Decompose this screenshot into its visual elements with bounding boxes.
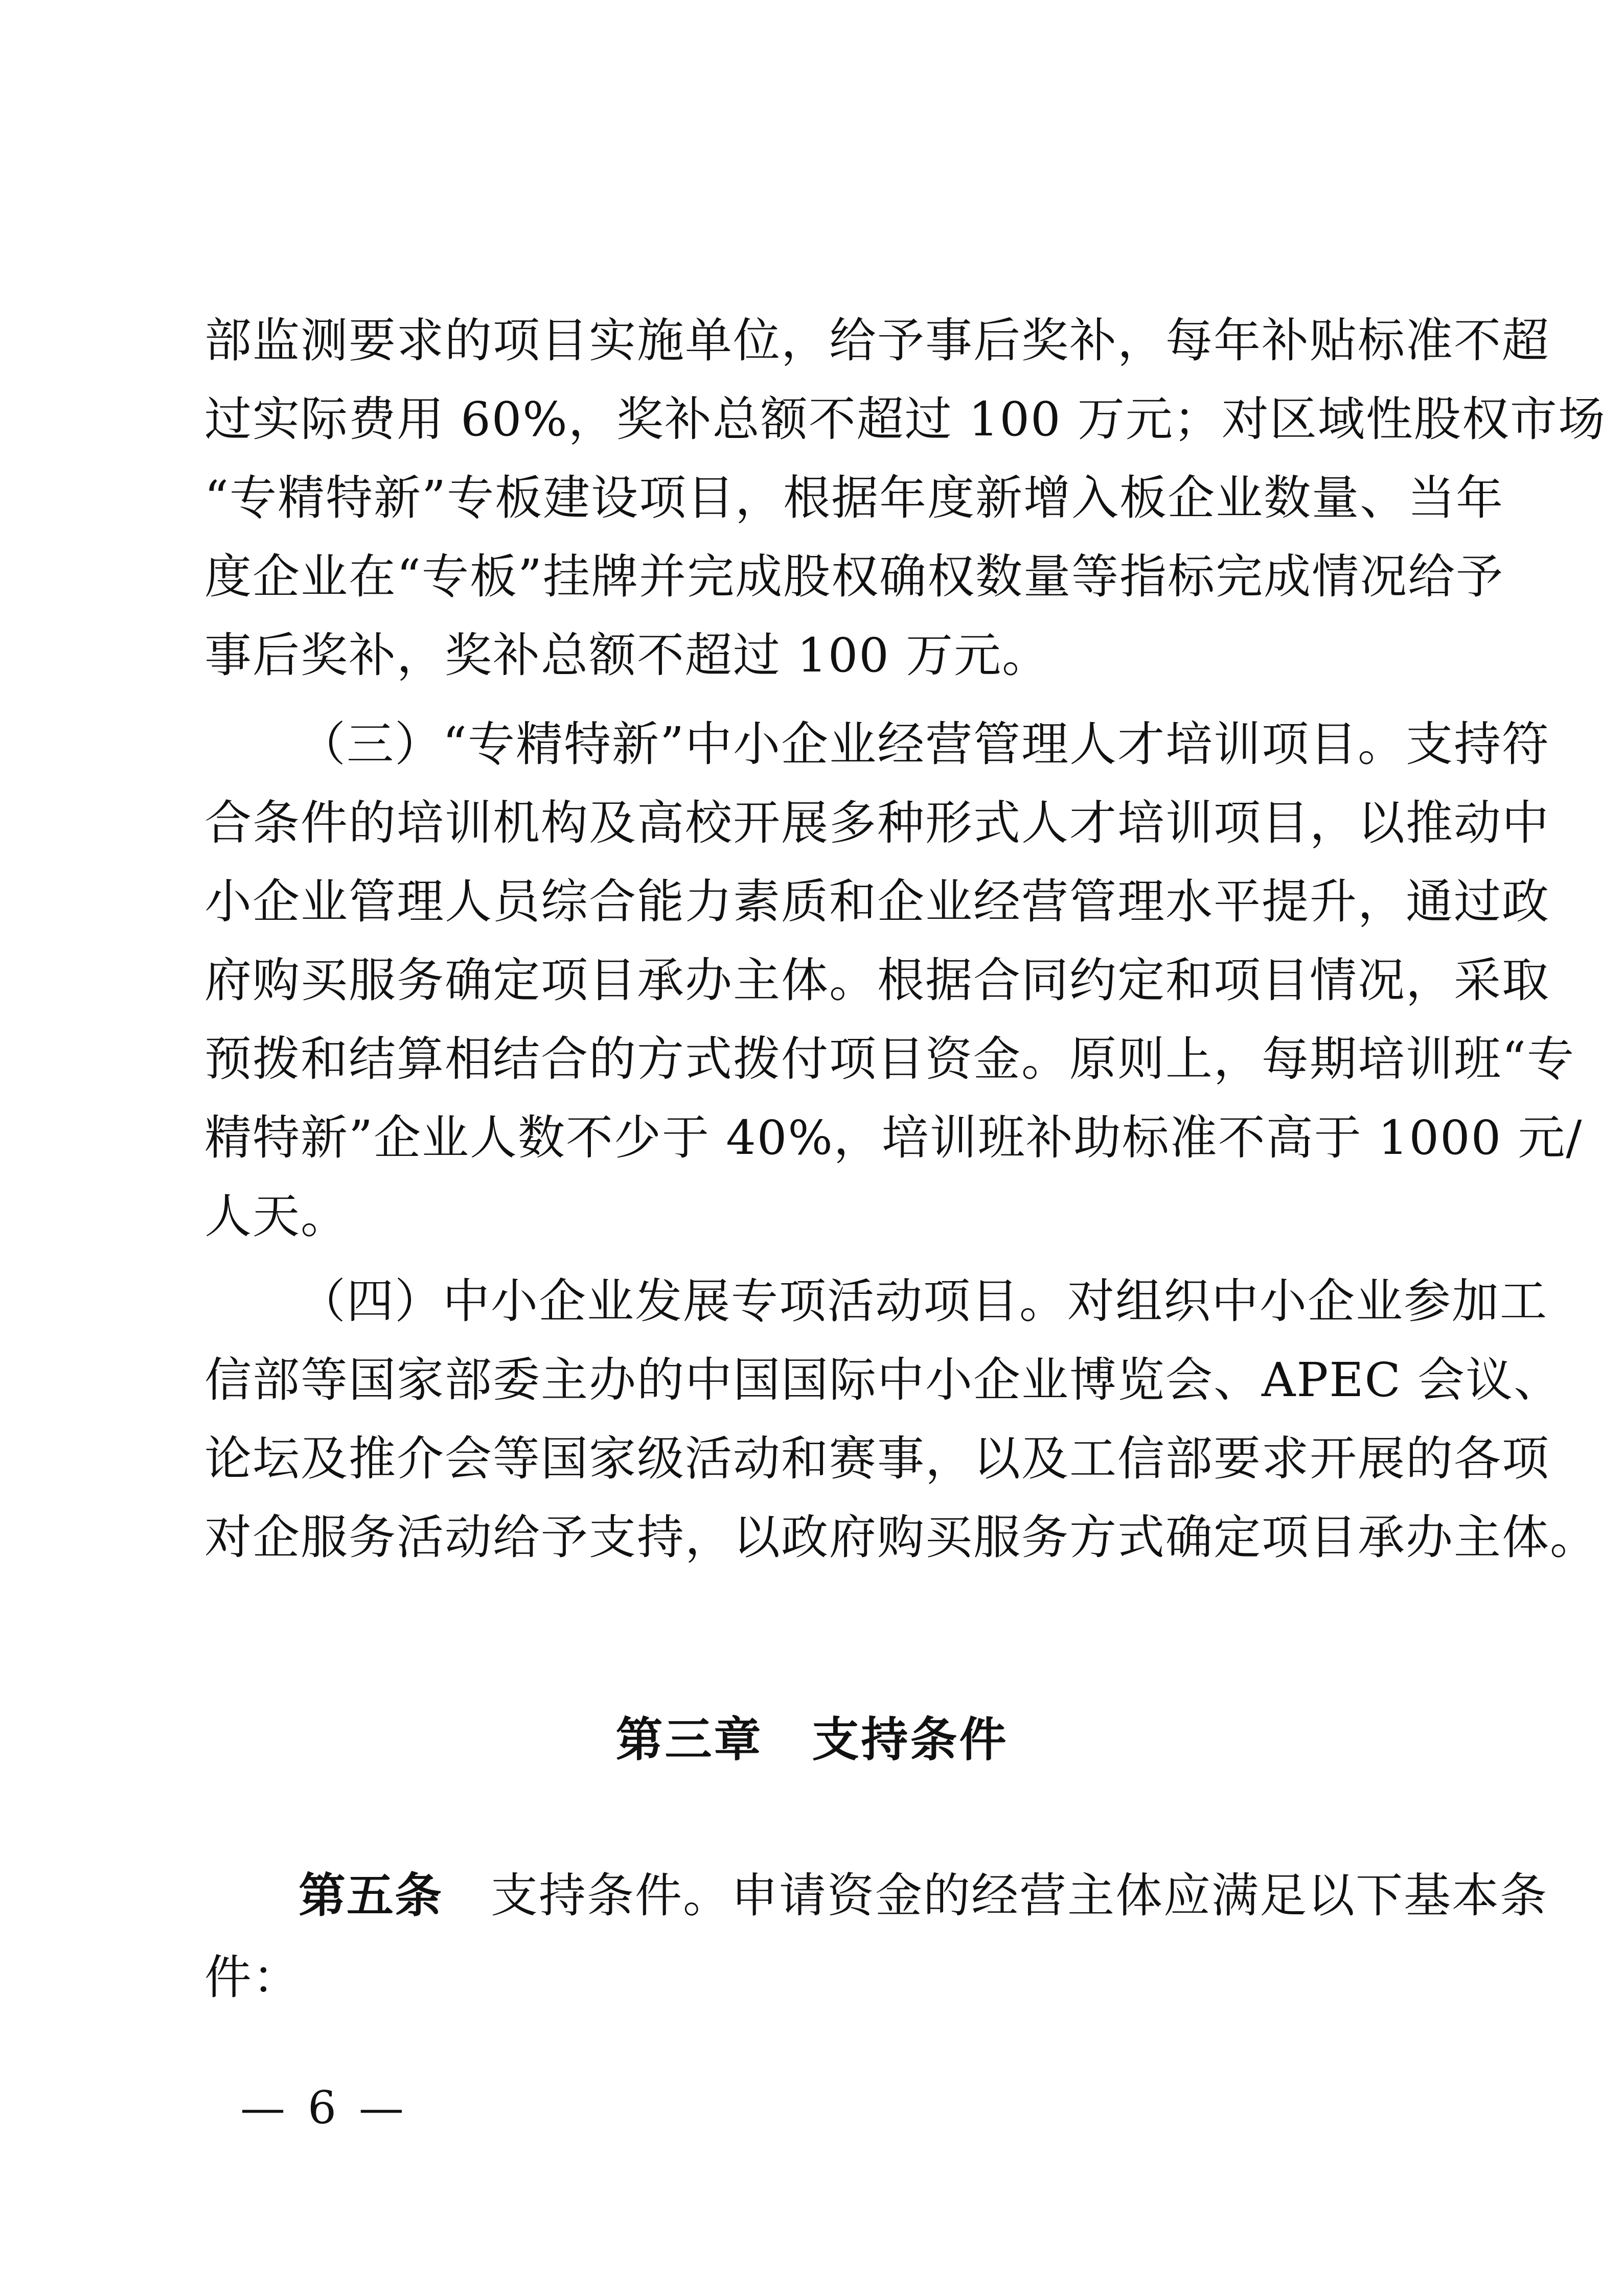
paragraph-line: “专精特新”专板建设项目，根据年度新增入板企业数量、当年 (204, 471, 1504, 525)
article-text: 支持条件。申请资金的经营主体应满足以下基本条 (443, 1868, 1548, 1923)
paragraph-line: 过实际费用 60%，奖补总额不超过 100 万元；对区域性股权市场 (204, 392, 1606, 447)
paragraph-line: 对企服务活动给予支持，以政府购买服务方式确定项目承办主体。 (204, 1510, 1598, 1565)
paragraph-line: （三）“专精特新”中小企业经营管理人才培训项目。支持符 (299, 717, 1550, 772)
paragraph-line: 度企业在“专板”挂牌并完成股权确权数量等指标完成情况给予 (204, 549, 1504, 604)
paragraph-line: 精特新”企业人数不少于 40%，培训班补助标准不高于 1000 元/ (204, 1110, 1583, 1165)
paragraph-line: 人天。 (204, 1189, 349, 1244)
paragraph-line: 信部等国家部委主办的中国国际中小企业博览会、APEC 会议、 (204, 1353, 1562, 1407)
article-label: 第五条 (299, 1868, 443, 1923)
chapter-heading: 第三章 支持条件 (615, 1712, 1009, 1767)
page-number: — 6 — (240, 2081, 408, 2134)
article-line (204, 1855, 1548, 1937)
paragraph-line: 论坛及推介会等国家级活动和赛事，以及工信部要求开展的各项 (204, 1431, 1550, 1486)
paragraph-line: 小企业管理人员综合能力素质和企业经营管理水平提升，通过政 (204, 874, 1550, 929)
paragraph-line: 府购买服务确定项目承办主体。根据合同约定和项目情况，采取 (204, 953, 1550, 1008)
paragraph-line: 合条件的培训机构及高校开展多种形式人才培训项目，以推动中 (204, 796, 1550, 850)
paragraph-line: 预拨和结算相结合的方式拨付项目资金。原则上，每期培训班“专 (204, 1032, 1575, 1086)
article-line: 件： (204, 1950, 301, 2005)
paragraph-line: （四）中小企业发展专项活动项目。对组织中小企业参加工 (299, 1274, 1548, 1329)
article-5 (204, 1855, 1548, 2019)
paragraph-activity-project (204, 1262, 1598, 1577)
paragraph-line: 部监测要求的项目实施单位，给予事后奖补，每年补贴标准不超 (204, 313, 1550, 368)
paragraph-line: 事后奖补，奖补总额不超过 100 万元。 (204, 628, 1050, 683)
paragraph-training-project (204, 705, 1583, 1256)
paragraph-continuation (204, 302, 1606, 695)
